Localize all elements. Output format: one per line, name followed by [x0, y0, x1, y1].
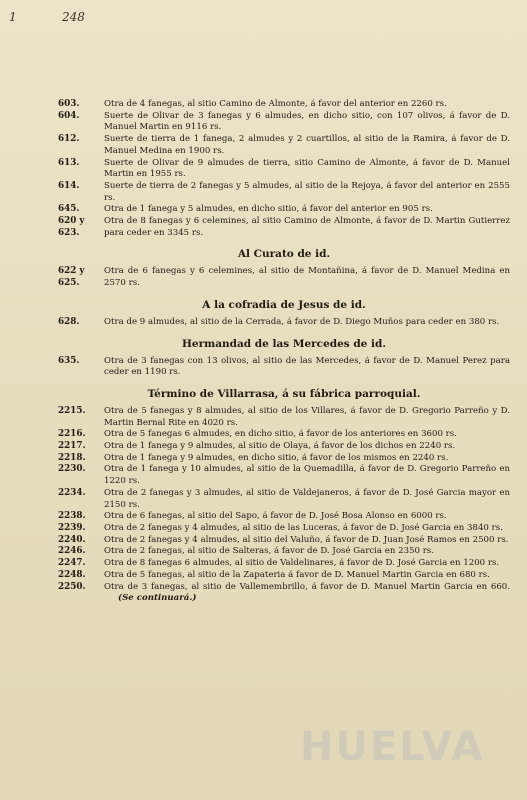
- lot-entry: [58, 158, 510, 181]
- lot-number: 2248.: [58, 569, 86, 580]
- lot-description-text: Otra de 2 fanegas, al sitio de Salteras, á favor de D. José Garcia en 2350 rs.: [104, 546, 434, 557]
- lot-description-text: Otra de 6 fanegas, al sitio del Sapo, á favor de D. José Bosa Alonso en 6000 rs.: [104, 511, 447, 522]
- lot-description-text: Otra de 9 almudes, al sitio de la Cerrada, á favor de D. Diego Muños para ceder en 380 rs.: [104, 316, 500, 327]
- lot-number: 628.: [58, 316, 80, 327]
- lot-description: [104, 558, 510, 570]
- lot-description-text: Suerte de tierra de 2 fanegas y 5 almudes, al sitio de la Rejoya, á favor del anterior en 2555 rs.: [104, 180, 510, 203]
- lot-entry: [58, 582, 510, 605]
- lot-number: 2218.: [58, 452, 86, 463]
- lot-description-text: Otra de 1 fanega y 10 almudes, al sitio de la Quemadilla, á favor de D. Gregorio Parreño en 1220 rs.: [104, 464, 510, 487]
- section-heading: A la cofradia de Jesus de id.: [202, 298, 366, 311]
- lot-entry: [58, 523, 510, 535]
- lot-description-text: Suerte de Olivar de 3 fanegas y 6 almudes, en dicho sitio, con 107 olivos, á favor de D. Manuel Martin en 9116 rs.: [104, 110, 510, 133]
- lot-entry: [58, 181, 510, 204]
- lot-description: [104, 266, 510, 289]
- lot-description: [104, 523, 510, 535]
- lot-entry: [58, 99, 510, 111]
- lot-description-text: Otra de 6 fanegas y 6 celemines, al sitio de Montañina, á favor de D. Manuel Medina en 2570 rs.: [104, 266, 510, 289]
- lot-number: 2216.: [58, 429, 86, 440]
- lot-description: [104, 453, 510, 465]
- lot-description: [104, 406, 510, 429]
- lot-description-text: Otra de 2 fanegas y 4 almudes, al sitio del Valuño, á favor de D. Juan José Ramos en 2500 rs.: [104, 534, 509, 545]
- lot-description: [104, 99, 510, 111]
- lot-description: [104, 356, 510, 379]
- lot-description: [104, 317, 510, 329]
- page-number: 248: [62, 10, 85, 24]
- lot-entry: [58, 488, 510, 511]
- lot-entry: [58, 317, 510, 329]
- lot-description: [104, 111, 510, 134]
- lot-number: 2217.: [58, 441, 86, 452]
- lot-description: [104, 535, 510, 547]
- lot-entry: [58, 546, 510, 558]
- lot-entry: [58, 111, 510, 134]
- lot-number: 614.: [58, 180, 80, 191]
- lot-description-text: Otra de 5 fanegas 6 almudes, en dicho sitio, á favor de los anteriores en 3600 rs.: [104, 429, 457, 440]
- lot-description: [104, 570, 510, 582]
- lot-description-text: Otra de 1 fanega y 5 almudes, en dicho sitio, á favor del anterior en 905 rs.: [104, 204, 433, 215]
- lot-description: [104, 488, 510, 511]
- lot-description-text: Otra de 5 fanegas y 8 almudes, al sitio de los Villares, á favor de D. Gregorio Parreño y D. Martin Bernal Rite en 4020 rs.: [104, 405, 510, 428]
- lot-description-text: Otra de 4 fanegas, al sitio Camino de Almonte, á favor del anterior en 2260 rs.: [104, 99, 447, 109]
- lot-number: 2215.: [58, 405, 86, 416]
- lot-description: [104, 441, 510, 453]
- lot-entry: [58, 453, 510, 465]
- lot-entry: [58, 134, 510, 157]
- lot-number: 635.: [58, 355, 80, 366]
- lot-description-text: Otra de 3 fanegas con 13 olivos, al sitio de las Mercedes, á favor de D. Manuel Perez para ceder en 1190 rs.: [104, 355, 510, 378]
- lot-description-text: Suerte de Olivar de 9 almudes de tierra, sitio Camino de Almonte, á favor de D. Manuel Martin en 1955 rs.: [104, 157, 510, 180]
- lot-description: [104, 429, 510, 441]
- lot-description-text: Otra de 1 fanega y 9 almudes, al sitio de Olaya, á favor de los dichos en 2240 rs.: [104, 441, 456, 452]
- lot-number: 622 y 625.: [58, 266, 85, 289]
- lot-description-text: Otra de 2 fanegas y 3 almudes, al sitio de Valdejaneros, á favor de D. José Garcia mayor en 2150 rs.: [104, 487, 510, 510]
- section-heading: Término de Villarrasa, á su fábrica parroquial.: [147, 387, 421, 400]
- lot-entry: [58, 204, 510, 216]
- lot-entry: [58, 464, 510, 487]
- lot-description-text: Suerte de tierra de 1 fanega, 2 almudes y 2 cuartillos, al sitio de la Ramira, á favor de D. Manuel Medina en 1900 rs.: [104, 134, 510, 156]
- lot-description-text: Otra de 3 fanegas, al sitio de Vallemembrillo, á favor de D. Manuel Martin Garcia en 660.: [104, 581, 510, 592]
- lot-number: 613.: [58, 157, 80, 168]
- lot-description-text: Otra de 2 fanegas y 4 almudes, al sitio de las Luceras, á favor de D. José Garcia en 3840 rs.: [104, 522, 503, 533]
- lot-number: 2246.: [58, 546, 86, 557]
- lot-description: [104, 204, 510, 216]
- lot-description: [104, 181, 510, 204]
- lot-number: 645.: [58, 204, 80, 215]
- lot-description: [104, 134, 510, 157]
- lot-entry: [58, 511, 510, 523]
- lot-description: [104, 582, 510, 605]
- lot-description: [104, 216, 510, 239]
- continued-note: (Se continuará.): [118, 593, 197, 604]
- lot-description: [104, 511, 510, 523]
- lot-description-text: Otra de 8 fanegas 6 almudes, al sitio de Valdelinares, á favor de D. José Garcia en 1200 rs.: [104, 558, 500, 569]
- lot-number: 603.: [58, 99, 80, 109]
- lot-number: 620 y 623.: [58, 216, 85, 238]
- library-stamp: HUELVA: [300, 724, 485, 770]
- lot-entry: [58, 558, 510, 570]
- lot-number: 2250.: [58, 581, 86, 592]
- lot-number: 2240.: [58, 534, 86, 545]
- lot-entry: [58, 441, 510, 453]
- lot-number: 612.: [58, 134, 80, 145]
- lot-number: 604.: [58, 110, 80, 121]
- lot-entry: [58, 429, 510, 441]
- lot-number: 2230.: [58, 464, 86, 475]
- lot-description: [104, 464, 510, 487]
- lot-number: 2247.: [58, 558, 86, 569]
- lot-number: 2234.: [58, 487, 86, 498]
- lot-number: 2238.: [58, 511, 86, 522]
- lot-description-text: Otra de 1 fanega y 9 almudes, en dicho sitio, á favor de los mismos en 2240 rs.: [104, 452, 449, 463]
- lot-number: 2239.: [58, 522, 86, 533]
- lot-entry: [58, 535, 510, 547]
- lot-entry: [58, 216, 510, 239]
- lot-description-text: Otra de 8 fanegas y 6 celemines, al sitio Camino de Almonte, á favor de D. Martin Gutierrez para ceder en 3345 rs.: [104, 216, 510, 238]
- corner-mark: 1: [9, 10, 17, 24]
- lot-description: [104, 158, 510, 181]
- section-heading: Hermandad de las Mercedes de id.: [181, 337, 387, 350]
- lot-description-text: Otra de 5 fanegas, al sitio de la Zapateria á favor de D. Manuel Martin Garcia en 680 rs.: [104, 569, 490, 580]
- lot-entry: [58, 266, 510, 289]
- lot-entry: [58, 570, 510, 582]
- lot-description: [104, 546, 510, 558]
- listing-content: [58, 99, 510, 605]
- section-heading: Al Curato de id.: [237, 248, 331, 261]
- lot-entry: [58, 356, 510, 379]
- lot-entry: [58, 406, 510, 429]
